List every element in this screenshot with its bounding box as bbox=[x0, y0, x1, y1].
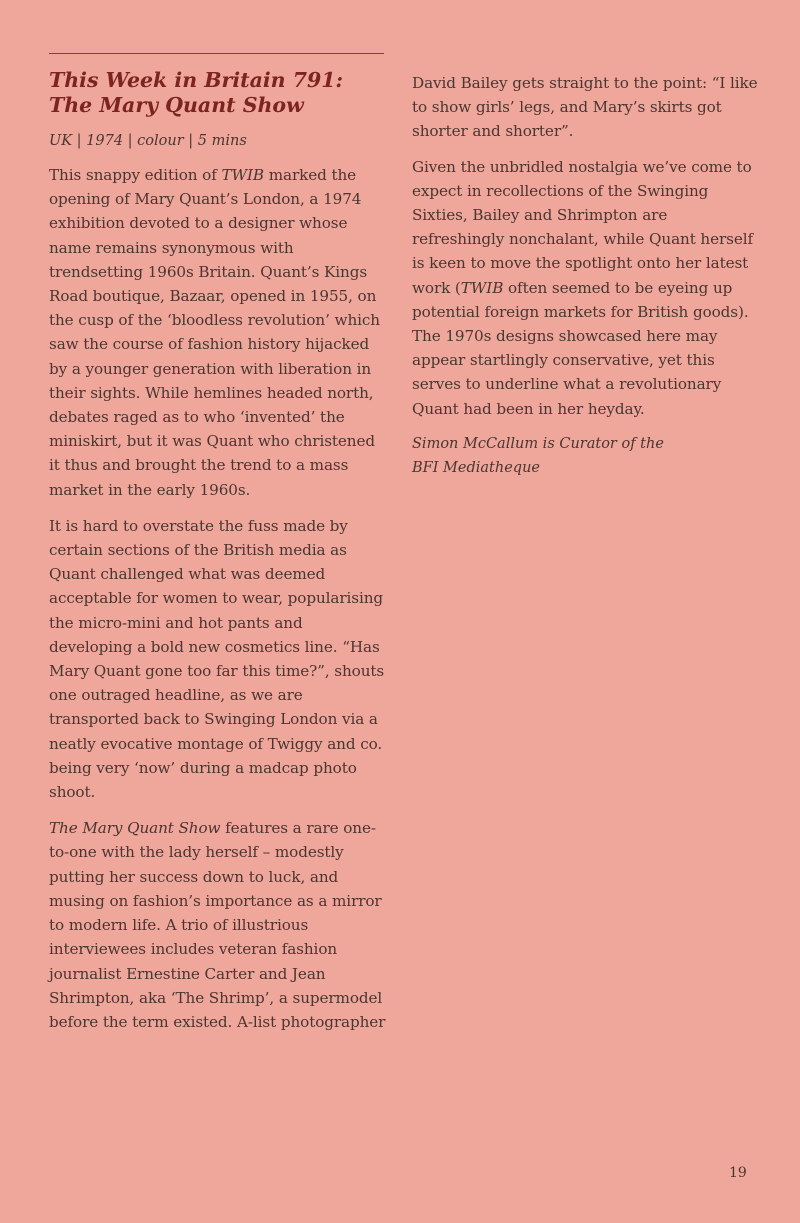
right-column bbox=[412, 71, 760, 480]
author-credit: Simon McCallum is Curator of the BFI Mediatheque bbox=[412, 435, 664, 476]
top-rule bbox=[49, 53, 384, 54]
title-line-2: The Mary Quant Show bbox=[49, 93, 304, 117]
paragraph-1: This snappy edition of TWIB marked the opening of Mary Quant’s London, a 1974 exhibition devoted to a designer whose name remains synonymous with trendsetting 1960s Britain. Quant’s Kings Road boutique, Bazaar, opened in 1955, on the cusp of the ‘bloodless revolution’ which saw the course of fashion history hijacked by a younger generation with liberation in their sights. While hemlines headed north, debates raged as to who ‘invented’ the miniskirt, but it was Quant who christened it thus and brought the trend to a mass market in the early 1960s. bbox=[49, 166, 380, 499]
left-column bbox=[49, 68, 389, 1046]
paragraph-5: Given the unbridled nostalgia we’ve come to expect in recollections of the Swinging Sixties, Bailey and Shrimpton are refreshingly nonchalant, while Quant herself is keen to move the spotlight onto her latest work (TWIB often seemed to be eyeing up potential foreign markets for British goods). The 1970s designs showcased here may appear startlingly conservative, yet this serves to underline what a revolutionary Quant had been in her heyday. bbox=[412, 157, 754, 418]
article-title bbox=[49, 68, 389, 118]
paragraph-2: It is hard to overstate the fuss made by certain sections of the British media as Quant challenged what was deemed acceptable for women to wear, popularising the micro-mini and hot pants and developing a bold new cosmetics line. “Has Mary Quant gone too far this time?”, shouts one outraged headline, as we are transported back to Swinging London via a neatly evocative montage of Twiggy and co. being very ‘now’ during a madcap photo shoot. bbox=[49, 516, 385, 802]
paragraph-4: David Bailey gets straight to the point: “I like to show girls’ legs, and Mary’s skirts got shorter and shorter”. bbox=[412, 74, 758, 141]
paragraph-3: The Mary Quant Show features a rare one-to-one with the lady herself – modestly putting her success down to luck, and musing on fashion’s importance as a mirror to modern life. A trio of illustrious interviewees includes veteran fashion journalist Ernestine Carter and Jean Shrimpton, aka ‘The Shrimp’, a supermodel before the term existed. A-list photographer bbox=[49, 819, 386, 1031]
title-line-1: This Week in Britain 791: bbox=[49, 68, 344, 92]
film-meta: UK | 1974 | colour | 5 mins bbox=[49, 133, 247, 149]
page-number: 19 bbox=[729, 1165, 747, 1181]
